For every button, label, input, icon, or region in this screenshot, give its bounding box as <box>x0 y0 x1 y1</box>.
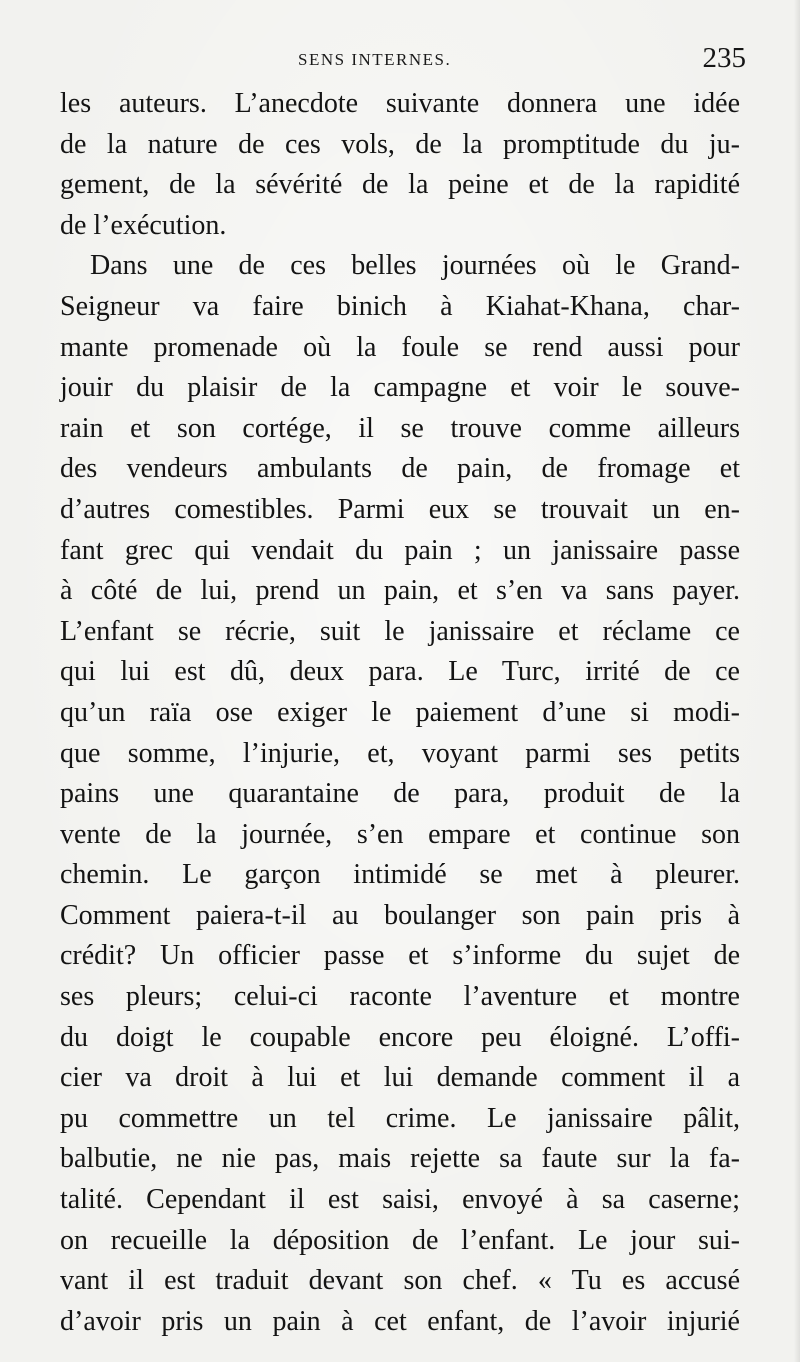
text-line: du doigt le coupable encore peu éloigné. L’offi- <box>60 1021 740 1053</box>
text-line: crédit? Un officier passe et s’informe du sujet de <box>60 940 740 972</box>
text-line: qu’un raïa ose exiger le paiement d’une si modi- <box>60 696 740 728</box>
text-line: vant il est traduit devant son chef. « Tu es accusé <box>60 1265 740 1297</box>
paragraph-start-line: Dans une de ces belles journées où le Grand- <box>90 250 740 282</box>
text-line: balbutie, ne nie pas, mais rejette sa faute sur la fa- <box>60 1143 740 1175</box>
page-edge-shadow <box>794 0 800 1362</box>
text-line: talité. Cependant il est saisi, envoyé à sa caserne; <box>60 1184 740 1216</box>
header-title: SENS INTERNES. <box>298 50 452 69</box>
text-line: ses pleurs; celui-ci raconte l’aventure et montre <box>60 981 740 1013</box>
text-line: mante promenade où la foule se rend aussi pour <box>60 331 740 363</box>
text-line: Comment paiera-t-il au boulanger son pain pris à <box>60 899 740 931</box>
text-line: L’enfant se récrie, suit le janissaire et réclame ce <box>60 615 740 647</box>
page-number: 235 <box>702 42 746 74</box>
text-line: pu commettre un tel crime. Le janissaire pâlit, <box>60 1102 740 1134</box>
text-line: les auteurs. L’anecdote suivante donnera une idée <box>60 88 740 119</box>
text-line: pains une quarantaine de para, produit de la <box>60 778 740 810</box>
text-line: rain et son cortége, il se trouve comme ailleurs <box>60 412 740 444</box>
text-line: de l’exécution. <box>60 209 227 241</box>
text-line: que somme, l’injurie, et, voyant parmi ses petits <box>60 737 740 769</box>
text-line: qui lui est dû, deux para. Le Turc, irrité de ce <box>60 656 740 688</box>
running-header <box>60 44 746 78</box>
text-line: fant grec qui vendait du pain ; un janissaire passe <box>60 534 740 566</box>
text-line: chemin. Le garçon intimidé se met à pleurer. <box>60 859 740 891</box>
text-line: gement, de la sévérité de la peine et de la rapidité <box>60 169 740 201</box>
body-text <box>60 84 740 1342</box>
text-line: d’avoir pris un pain à cet enfant, de l’avoir injurié <box>60 1305 740 1337</box>
text-line: Seigneur va faire binich à Kiahat-Khana, char- <box>60 290 740 322</box>
text-line: vente de la journée, s’en empare et continue son <box>60 818 740 850</box>
text-line: d’autres comestibles. Parmi eux se trouvait un en- <box>60 493 740 525</box>
text-line: cier va droit à lui et lui demande comment il a <box>60 1062 740 1094</box>
text-line: on recueille la déposition de l’enfant. Le jour sui- <box>60 1224 740 1256</box>
text-line: à côté de lui, prend un pain, et s’en va sans payer. <box>60 575 740 607</box>
text-line: de la nature de ces vols, de la promptitude du ju- <box>60 128 740 160</box>
text-line: des vendeurs ambulants de pain, de fromage et <box>60 453 740 485</box>
text-line: jouir du plaisir de la campagne et voir le souve- <box>60 372 740 404</box>
